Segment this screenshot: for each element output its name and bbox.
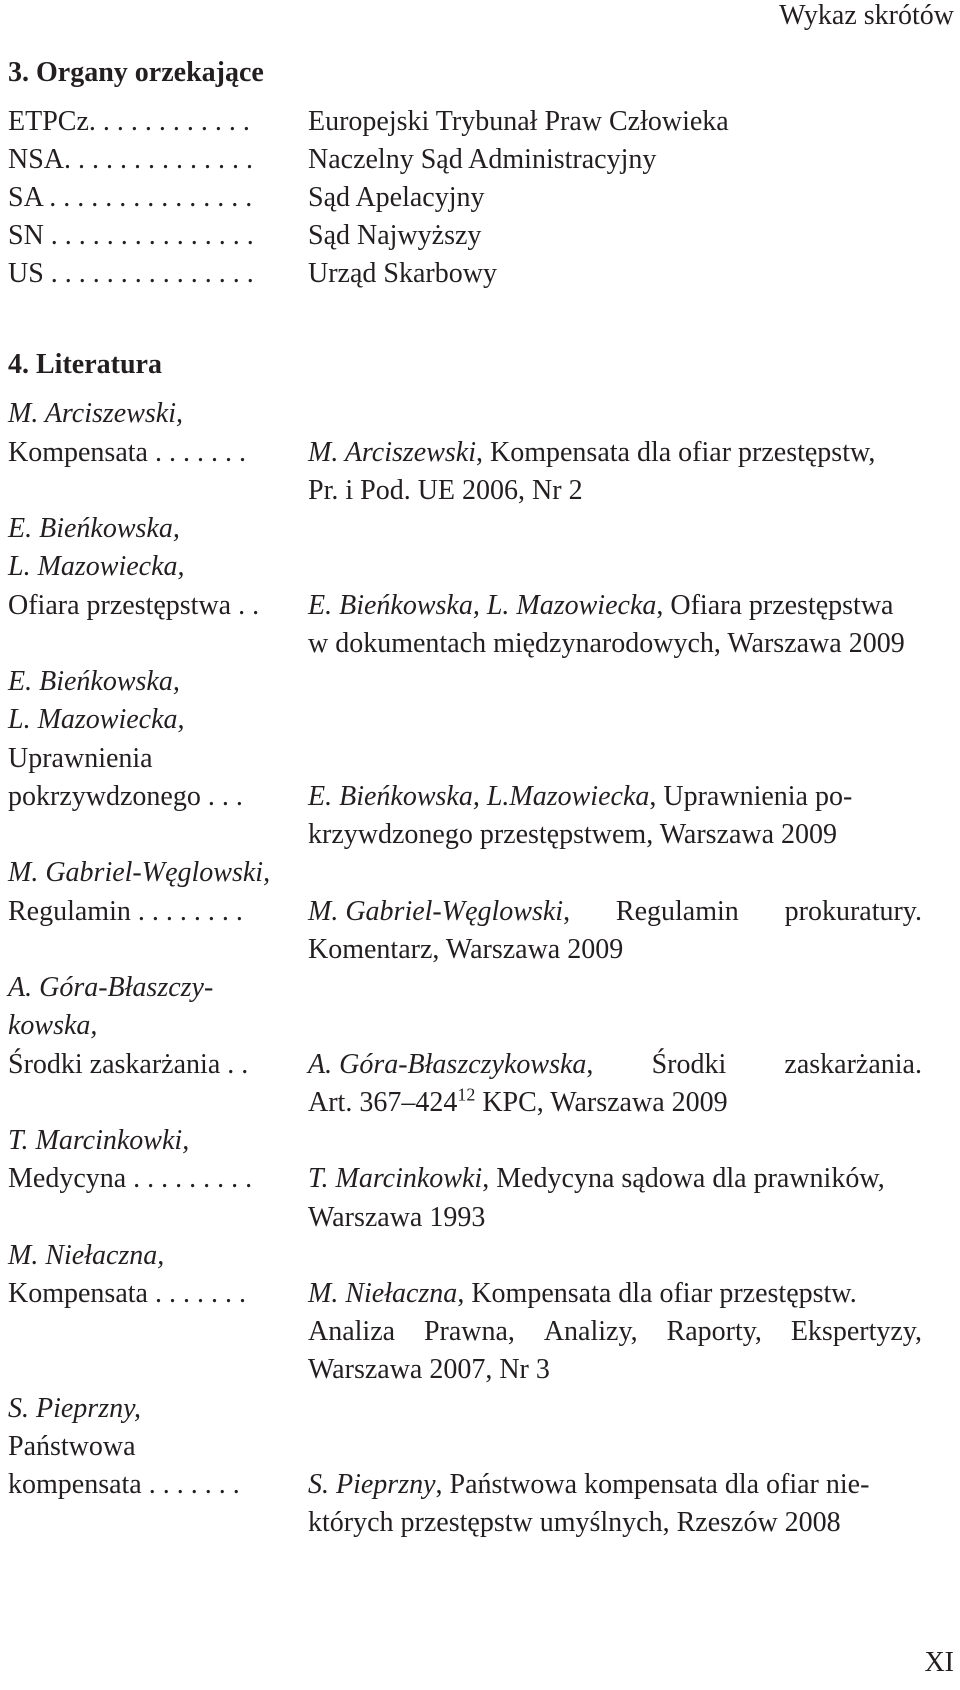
court-name: Sąd Apelacyjny (308, 182, 485, 213)
lit-title: , (586, 1049, 594, 1080)
lit-title: , Kompensata dla ofiar przestępstw. (457, 1278, 857, 1309)
court-name: Naczelny Sąd Administracyjny (308, 144, 657, 175)
lit-abbr-author: S. Pieprzny, (8, 1393, 141, 1424)
lit-citation-line (308, 1466, 869, 1504)
lit-abbr-author: A. Góra-Błaszczy- (8, 972, 214, 1003)
lit-author: M. Niełaczna (308, 1278, 458, 1309)
lit-abbr-title: Regulamin . . . . . . . . (8, 896, 243, 927)
court-name: Europejski Trybunał Praw Człowieka (308, 106, 729, 137)
lit-title: Prawna, (423, 1316, 515, 1347)
court-name: Urząd Skarbowy (308, 258, 497, 289)
lit-citation-line (308, 1084, 728, 1122)
section-heading-courts: 3. Organy orzekające (8, 57, 264, 88)
lit-abbr-author: L. Mazowiecka, (8, 704, 185, 735)
court-abbr: SN . . . . . . . . . . . . . . . (8, 220, 254, 251)
lit-author-group (308, 1046, 593, 1084)
lit-title: Art. 367–424 (308, 1087, 458, 1118)
court-abbr: ETPCz. . . . . . . . . . . . (8, 106, 250, 137)
lit-abbr-author: E. Bieńkowska, (8, 513, 180, 544)
lit-abbr-title: Państwowa (8, 1431, 136, 1462)
lit-author: M. Gabriel-Węglowski (308, 896, 564, 927)
lit-author: M. Arciszewski (308, 437, 476, 468)
lit-citation-line: Komentarz, Warszawa 2009 (308, 934, 624, 965)
lit-author: E. Bieńkowska, L.Mazowiecka (308, 781, 650, 812)
lit-abbr-author: L. Mazowiecka, (8, 551, 185, 582)
lit-title: , Ofiara przestępstwa (656, 590, 894, 621)
lit-title: KPC, Warszawa 2009 (475, 1087, 728, 1118)
lit-title: Środki (651, 1049, 727, 1080)
lit-citation-line (308, 893, 922, 931)
lit-abbr-author: T. Marcinkowki, (8, 1125, 190, 1156)
court-abbr: NSA. . . . . . . . . . . . . . (8, 144, 254, 175)
lit-title: zaskarżania. (784, 1049, 922, 1080)
lit-citation-line: krzywdzonego przestępstwem, Warszawa 2009 (308, 819, 838, 850)
lit-citation-line (308, 1160, 885, 1198)
lit-abbr-author: kowska, (8, 1010, 98, 1041)
lit-abbr-author: M. Niełaczna, (8, 1240, 165, 1271)
lit-abbr-author: M. Arciszewski, (8, 398, 183, 429)
lit-abbr-title: Kompensata . . . . . . . (8, 437, 246, 468)
lit-citation-line: których przestępstw umyślnych, Rzeszów 2008 (308, 1507, 841, 1538)
lit-author: A. Góra-Błaszczykowska (308, 1049, 587, 1080)
lit-citation-line: Pr. i Pod. UE 2006, Nr 2 (308, 475, 583, 506)
superscript: 12 (457, 1084, 476, 1105)
lit-citation-line: Warszawa 2007, Nr 3 (308, 1354, 550, 1385)
court-abbr: SA . . . . . . . . . . . . . . . (8, 182, 253, 213)
court-abbr: US . . . . . . . . . . . . . . . (8, 258, 254, 289)
lit-abbr-title: Ofiara przestępstwa . . (8, 590, 260, 621)
running-head: Wykaz skrótów (779, 0, 954, 31)
lit-citation-line (308, 778, 852, 816)
lit-title: prokuratury. (784, 896, 922, 927)
lit-author-group (308, 893, 570, 931)
lit-abbr-title: kompensata . . . . . . . (8, 1469, 240, 1500)
lit-title: , Uprawnienia po- (649, 781, 853, 812)
lit-abbr-title: pokrzywdzonego . . . (8, 781, 243, 812)
lit-title: , (563, 896, 571, 927)
lit-abbr-author: E. Bieńkowska, (8, 666, 180, 697)
lit-citation-line (308, 1313, 922, 1351)
lit-title: Analizy, (543, 1316, 638, 1347)
lit-author: T. Marcinkowki (308, 1163, 483, 1194)
lit-title: , Kompensata dla ofiar przestępstw, (476, 437, 876, 468)
lit-citation-line: Warszawa 1993 (308, 1202, 486, 1233)
court-name: Sąd Najwyższy (308, 220, 482, 251)
lit-title: , Państwowa kompensata dla ofiar nie- (435, 1469, 870, 1500)
lit-title: Regulamin (615, 896, 739, 927)
lit-citation-line (308, 587, 894, 625)
lit-citation-line: w dokumentach międzynarodowych, Warszawa 2009 (308, 628, 905, 659)
lit-title: Raporty, (666, 1316, 762, 1347)
lit-title: , Medycyna sądowa dla prawników, (482, 1163, 885, 1194)
lit-citation-line (308, 1046, 922, 1084)
lit-citation-line (308, 434, 875, 472)
lit-title: Ekspertyzy, (790, 1316, 922, 1347)
lit-citation-line (308, 1275, 857, 1313)
lit-author: E. Bieńkowska, L. Mazowiecka (308, 590, 657, 621)
lit-abbr-title: Uprawnienia (8, 743, 153, 774)
lit-title: Analiza (308, 1316, 396, 1347)
lit-abbr-title: Środki zaskarżania . . (8, 1049, 249, 1080)
lit-author: S. Pieprzny (308, 1469, 436, 1500)
section-heading-literature: 4. Literatura (8, 349, 162, 380)
lit-abbr-title: Medycyna . . . . . . . . . (8, 1163, 253, 1194)
lit-abbr-title: Kompensata . . . . . . . (8, 1278, 246, 1309)
lit-abbr-author: M. Gabriel-Węglowski, (8, 857, 271, 888)
page-number: XI (924, 1647, 954, 1678)
